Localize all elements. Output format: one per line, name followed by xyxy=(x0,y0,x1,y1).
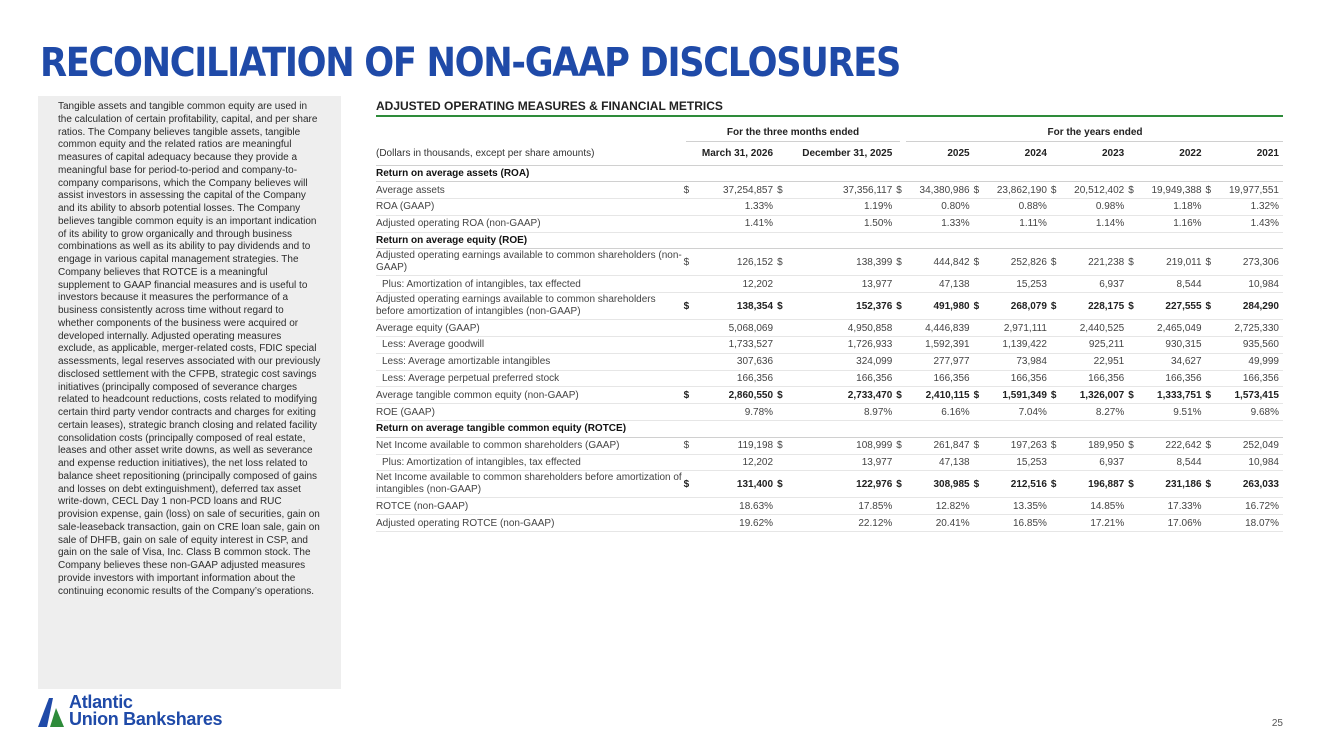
group-header-quarters: For the three months ended xyxy=(726,127,860,138)
currency-symbol: $ xyxy=(1206,182,1218,199)
cell: 15,253 xyxy=(985,454,1051,471)
cell: 212,516 xyxy=(985,471,1051,498)
column-header: 2021 xyxy=(1217,143,1283,165)
currency-symbol: $ xyxy=(1128,387,1140,404)
currency-symbol: $ xyxy=(684,293,696,320)
currency-symbol: $ xyxy=(684,182,696,199)
cell: 2,971,111 xyxy=(985,320,1051,337)
currency-symbol: $ xyxy=(684,437,696,454)
sidebar-panel xyxy=(38,96,341,689)
cell: 16.72% xyxy=(1217,498,1283,515)
cell: 1,733,527 xyxy=(695,337,777,354)
cell: 935,560 xyxy=(1217,337,1283,354)
cell: 307,636 xyxy=(695,353,777,370)
cell: 308,985 xyxy=(908,471,974,498)
currency-symbol: $ xyxy=(896,387,908,404)
cell: 268,079 xyxy=(985,293,1051,320)
cell: 138,354 xyxy=(695,293,777,320)
cell: 19,949,388 xyxy=(1140,182,1206,199)
cell: 126,152 xyxy=(695,249,777,276)
cell: 34,380,986 xyxy=(908,182,974,199)
logo-line-2: Union Bankshares xyxy=(69,708,223,729)
currency-symbol: $ xyxy=(777,182,789,199)
cell: 9.68% xyxy=(1217,404,1283,421)
table-row-total xyxy=(376,293,1283,320)
column-header: 2024 xyxy=(985,143,1051,165)
table-row xyxy=(376,215,1283,232)
row-label: Adjusted operating earnings available to common shareholders before amortization of intangibles (non-GAAP) xyxy=(376,293,684,320)
column-header: 2025 xyxy=(908,143,974,165)
cell: 12,202 xyxy=(695,454,777,471)
cell: 17.33% xyxy=(1140,498,1206,515)
cell: 252,049 xyxy=(1217,437,1283,454)
row-label: Less: Average goodwill xyxy=(376,337,684,354)
cell: 491,980 xyxy=(908,293,974,320)
cell: 1.33% xyxy=(695,199,777,216)
cell: 4,446,839 xyxy=(908,320,974,337)
logo-mark-icon xyxy=(38,694,68,728)
cell: 1.50% xyxy=(789,215,896,232)
currency-symbol: $ xyxy=(1206,387,1218,404)
cell: 2,725,330 xyxy=(1217,320,1283,337)
cell: 4,950,858 xyxy=(789,320,896,337)
cell: 18.07% xyxy=(1217,515,1283,532)
currency-symbol: $ xyxy=(1051,293,1063,320)
table-row xyxy=(376,404,1283,421)
currency-symbol: $ xyxy=(777,293,789,320)
currency-symbol: $ xyxy=(896,182,908,199)
cell: 122,976 xyxy=(789,471,896,498)
cell: 2,733,470 xyxy=(789,387,896,404)
cell: 261,847 xyxy=(908,437,974,454)
row-label: Adjusted operating ROTCE (non-GAAP) xyxy=(376,515,684,532)
currency-symbol: $ xyxy=(896,437,908,454)
table-row xyxy=(376,320,1283,337)
cell: 197,263 xyxy=(985,437,1051,454)
row-label: Average assets xyxy=(376,182,684,199)
row-label: Less: Average perpetual preferred stock xyxy=(376,370,684,387)
cell: 1.18% xyxy=(1140,199,1206,216)
table-row xyxy=(376,276,1283,293)
cell: 14.85% xyxy=(1063,498,1129,515)
cell: 263,033 xyxy=(1217,471,1283,498)
cell: 1,726,933 xyxy=(789,337,896,354)
currency-symbol: $ xyxy=(1128,293,1140,320)
currency-symbol: $ xyxy=(896,249,908,276)
currency-symbol: $ xyxy=(1051,249,1063,276)
cell: 189,950 xyxy=(1063,437,1129,454)
row-label: Less: Average amortizable intangibles xyxy=(376,353,684,370)
cell: 138,399 xyxy=(789,249,896,276)
currency-symbol: $ xyxy=(777,387,789,404)
cell: 228,175 xyxy=(1063,293,1129,320)
currency-symbol: $ xyxy=(974,249,986,276)
cell: 152,376 xyxy=(789,293,896,320)
cell: 1,326,007 xyxy=(1063,387,1129,404)
currency-symbol: $ xyxy=(1206,471,1218,498)
cell: 15,253 xyxy=(985,276,1051,293)
cell: 1.14% xyxy=(1063,215,1129,232)
cell: 47,138 xyxy=(908,454,974,471)
cell: 1.11% xyxy=(985,215,1051,232)
currency-symbol: $ xyxy=(1206,437,1218,454)
currency-symbol: $ xyxy=(1051,437,1063,454)
column-header: December 31, 2025 xyxy=(789,143,896,165)
cell: 17.06% xyxy=(1140,515,1206,532)
cell: 277,977 xyxy=(908,353,974,370)
section-row xyxy=(376,165,1283,182)
cell: 925,211 xyxy=(1063,337,1129,354)
table-row xyxy=(376,437,1283,454)
cell: 221,238 xyxy=(1063,249,1129,276)
cell: 1,592,391 xyxy=(908,337,974,354)
cell: 196,887 xyxy=(1063,471,1129,498)
cell: 2,410,115 xyxy=(908,387,974,404)
cell: 18.63% xyxy=(695,498,777,515)
currency-symbol: $ xyxy=(974,293,986,320)
column-header: 2022 xyxy=(1140,143,1206,165)
cell: 219,011 xyxy=(1140,249,1206,276)
row-label: Net Income available to common shareholders before amortization of intangibles (non-GAAP) xyxy=(376,471,684,498)
cell: 166,356 xyxy=(1217,370,1283,387)
cell: 2,465,049 xyxy=(1140,320,1206,337)
column-header: 2023 xyxy=(1063,143,1129,165)
cell: 20.41% xyxy=(908,515,974,532)
cell: 13.35% xyxy=(985,498,1051,515)
currency-symbol: $ xyxy=(777,437,789,454)
page-number: 25 xyxy=(1271,718,1283,729)
group-line-years xyxy=(906,141,1283,142)
cell: 166,356 xyxy=(908,370,974,387)
row-label: Net Income available to common shareholders (GAAP) xyxy=(376,437,684,454)
cell: 1.43% xyxy=(1217,215,1283,232)
table-row xyxy=(376,337,1283,354)
cell: 9.51% xyxy=(1140,404,1206,421)
cell: 1.32% xyxy=(1217,199,1283,216)
cell: 930,315 xyxy=(1140,337,1206,354)
cell: 0.80% xyxy=(908,199,974,216)
logo-text xyxy=(69,694,222,727)
currency-symbol: $ xyxy=(1051,387,1063,404)
cell: 131,400 xyxy=(695,471,777,498)
section-label-roa: Return on average assets (ROA) xyxy=(376,165,1283,182)
row-label: ROE (GAAP) xyxy=(376,404,684,421)
table-row xyxy=(376,249,1283,276)
row-label: ROA (GAAP) xyxy=(376,199,684,216)
currency-symbol: $ xyxy=(896,293,908,320)
cell: 8.97% xyxy=(789,404,896,421)
cell: 8.27% xyxy=(1063,404,1129,421)
cell: 324,099 xyxy=(789,353,896,370)
row-label: Average equity (GAAP) xyxy=(376,320,684,337)
cell: 10,984 xyxy=(1217,454,1283,471)
sidebar-text: Tangible assets and tangible common equity are used in the calculation of certain profitability, capital, and per share ratios. The Company believes tangible assets, tangible common equity and the related ratios are meaningful measures of capital adequacy because they provide a meaningful base for period-to-period and company-to-company comparisons, which the Company believes will assist investors in assessing the capital of the Company and its ability to absorb potential losses. The Company believes tangible common equity is an important indication of its ability to grow organically and through business combinations as well as its ability to pay dividends and to engage in various capital management strategies. The Company believes that ROTCE is a meaningful supplement to GAAP financial measures and is useful to investors because it measures the performance of a business consistently across time without regard to whether components of the business were acquired or developed internally. Adjusted operating measures exclude, as applicable, merger-related costs, FDIC special assessments, legal reserves associated with our previously disclosed settlement with the CFPB, strategic cost savings initiatives (principally composed of severance charges related to headcount reductions, costs related to modifying certain third party vendor contracts and charges for exiting certain leases), strategic branch closing and related facility consolidation costs (principally composed of real estate, leases and other asset write downs, as well as severance and expense reduction initiatives), the net loss related to balance sheet repositioning (principally composed of gains and losses on debt extinguishment), deferred tax asset write-down, CECL Day 1 non-PCD loans and RUC provision expense, gain (loss) on sale of securities, gain on sale-leaseback transaction, gain on CRE loan sale, gain on sale of DHFB, gain on sale of equity interest in CSP, and gain on the sale of Visa, Inc. Class B common stock. The Company believes these non-GAAP adjusted measures provide investors with important information about the continuing economic results of the Company’s operations. xyxy=(58,101,321,597)
cell: 37,254,857 xyxy=(695,182,777,199)
cell: 166,356 xyxy=(1063,370,1129,387)
cell: 22,951 xyxy=(1063,353,1129,370)
section-row xyxy=(376,232,1283,249)
cell: 1.19% xyxy=(789,199,896,216)
logo-line-1: Atlantic xyxy=(69,692,133,712)
column-header: March 31, 2026 xyxy=(695,143,777,165)
cell: 13,977 xyxy=(789,454,896,471)
currency-symbol: $ xyxy=(777,471,789,498)
row-label: Adjusted operating ROA (non-GAAP) xyxy=(376,215,684,232)
currency-symbol: $ xyxy=(896,471,908,498)
table-row-total xyxy=(376,387,1283,404)
cell: 227,555 xyxy=(1140,293,1206,320)
cell: 19.62% xyxy=(695,515,777,532)
currency-symbol: $ xyxy=(684,387,696,404)
cell: 34,627 xyxy=(1140,353,1206,370)
table-row xyxy=(376,454,1283,471)
cell: 1.41% xyxy=(695,215,777,232)
cell: 12,202 xyxy=(695,276,777,293)
group-header-years: For the years ended xyxy=(1047,127,1143,138)
currency-symbol: $ xyxy=(777,249,789,276)
cell: 37,356,117 xyxy=(789,182,896,199)
cell: 0.88% xyxy=(985,199,1051,216)
currency-symbol: $ xyxy=(1051,182,1063,199)
cell: 6,937 xyxy=(1063,454,1129,471)
cell: 231,186 xyxy=(1140,471,1206,498)
table-row xyxy=(376,353,1283,370)
cell: 1.33% xyxy=(908,215,974,232)
page-title: RECONCILIATION OF NON-GAAP DISCLOSURES xyxy=(40,40,901,86)
cell: 49,999 xyxy=(1217,353,1283,370)
cell: 6,937 xyxy=(1063,276,1129,293)
currency-symbol: $ xyxy=(684,471,696,498)
currency-symbol: $ xyxy=(974,387,986,404)
cell: 166,356 xyxy=(1140,370,1206,387)
cell: 73,984 xyxy=(985,353,1051,370)
cell: 444,842 xyxy=(908,249,974,276)
cell: 2,440,525 xyxy=(1063,320,1129,337)
cell: 8,544 xyxy=(1140,276,1206,293)
currency-symbol: $ xyxy=(1051,471,1063,498)
cell: 284,290 xyxy=(1217,293,1283,320)
table-row xyxy=(376,498,1283,515)
cell: 273,306 xyxy=(1217,249,1283,276)
currency-symbol: $ xyxy=(974,471,986,498)
table-row-total xyxy=(376,471,1283,498)
cell: 12.82% xyxy=(908,498,974,515)
cell: 5,068,069 xyxy=(695,320,777,337)
currency-symbol: $ xyxy=(684,249,696,276)
cell: 20,512,402 xyxy=(1063,182,1129,199)
section-row xyxy=(376,421,1283,438)
currency-symbol: $ xyxy=(1206,249,1218,276)
cell: 13,977 xyxy=(789,276,896,293)
cell: 9.78% xyxy=(695,404,777,421)
cell: 17.85% xyxy=(789,498,896,515)
cell: 166,356 xyxy=(695,370,777,387)
currency-symbol: $ xyxy=(1128,249,1140,276)
cell: 23,862,190 xyxy=(985,182,1051,199)
table-header-row xyxy=(376,143,1283,165)
currency-symbol: $ xyxy=(1206,293,1218,320)
column-header-label: (Dollars in thousands, except per share amounts) xyxy=(376,143,684,165)
cell: 19,977,551 xyxy=(1217,182,1283,199)
cell: 10,984 xyxy=(1217,276,1283,293)
cell: 0.98% xyxy=(1063,199,1129,216)
currency-symbol: $ xyxy=(974,437,986,454)
table-row xyxy=(376,199,1283,216)
cell: 166,356 xyxy=(985,370,1051,387)
cell: 252,826 xyxy=(985,249,1051,276)
cell: 108,999 xyxy=(789,437,896,454)
cell: 1,333,751 xyxy=(1140,387,1206,404)
currency-symbol: $ xyxy=(1128,182,1140,199)
group-line-quarters xyxy=(686,141,900,142)
cell: 1.16% xyxy=(1140,215,1206,232)
section-label-roe: Return on average equity (ROE) xyxy=(376,232,1283,249)
cell: 47,138 xyxy=(908,276,974,293)
currency-symbol: $ xyxy=(974,182,986,199)
cell: 16.85% xyxy=(985,515,1051,532)
cell: 119,198 xyxy=(695,437,777,454)
row-label: Adjusted operating earnings available to common shareholders (non-GAAP) xyxy=(376,249,684,276)
cell: 1,591,349 xyxy=(985,387,1051,404)
row-label: Plus: Amortization of intangibles, tax effected xyxy=(376,454,684,471)
currency-symbol: $ xyxy=(1128,437,1140,454)
table-row xyxy=(376,515,1283,532)
currency-symbol: $ xyxy=(1128,471,1140,498)
table-row xyxy=(376,370,1283,387)
company-logo xyxy=(38,694,268,730)
cell: 6.16% xyxy=(908,404,974,421)
section-label-rotce: Return on average tangible common equity (ROTCE) xyxy=(376,421,1283,438)
cell: 1,139,422 xyxy=(985,337,1051,354)
cell: 222,642 xyxy=(1140,437,1206,454)
financial-table xyxy=(376,143,1283,532)
heading-rule xyxy=(376,115,1283,117)
cell: 2,860,550 xyxy=(695,387,777,404)
table-row xyxy=(376,182,1283,199)
cell: 166,356 xyxy=(789,370,896,387)
cell: 1,573,415 xyxy=(1217,387,1283,404)
row-label: Plus: Amortization of intangibles, tax effected xyxy=(376,276,684,293)
row-label: Average tangible common equity (non-GAAP) xyxy=(376,387,684,404)
table-heading: ADJUSTED OPERATING MEASURES & FINANCIAL METRICS xyxy=(376,99,723,113)
cell: 17.21% xyxy=(1063,515,1129,532)
cell: 8,544 xyxy=(1140,454,1206,471)
row-label: ROTCE (non-GAAP) xyxy=(376,498,684,515)
cell: 22.12% xyxy=(789,515,896,532)
cell: 7.04% xyxy=(985,404,1051,421)
